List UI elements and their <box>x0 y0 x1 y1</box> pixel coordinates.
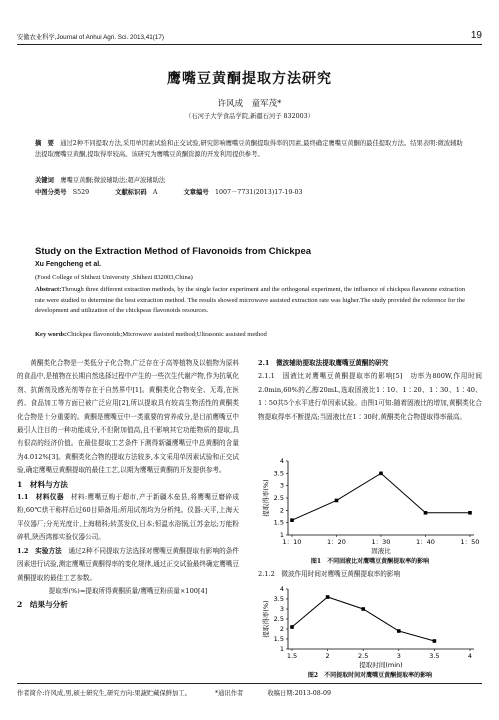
x-tick-label: 3.5 <box>429 652 440 660</box>
x-axis-label: 固液比 <box>371 547 391 555</box>
section-1-2-heading: 1.2 实验方法 <box>17 546 62 555</box>
clc-label: 中图分类号 <box>35 189 67 196</box>
figure-1-chart <box>258 455 482 555</box>
section-2-1-heading: 2.1 微波辅助提取法提取鹰嘴豆黄酮的研究 <box>258 359 389 367</box>
journal-citation: 安徽农业科学,Journal of Anhui Agri. Sci. 2013,41(17) <box>17 34 164 41</box>
english-abstract-text: Through three different extraction methods, by the single factor experiment and the orthogonal experiment, the influence of chickpea flavanone extraction rate were studied to determine the best extraction method. The results showed microwave assisted extraction rate was higher.The study provided the reference for the development and utilization of the chickpeas flavonoids resources. <box>35 286 465 314</box>
x-tick-label: 1.5 <box>286 652 298 660</box>
y-tick-label: 3 <box>279 481 284 490</box>
english-keywords <box>35 330 465 341</box>
y-tick-label: 4 <box>279 585 284 593</box>
y-tick-label: 4 <box>279 457 284 465</box>
y-tick-label: 2 <box>279 625 284 633</box>
figure-2-chart <box>258 583 482 669</box>
data-point <box>397 629 401 633</box>
keywords-cn <box>35 175 465 186</box>
y-tick-label: 3 <box>279 605 284 613</box>
affiliation: （石河子大学食品学院,新疆石河子 832003） <box>185 113 314 120</box>
x-tick-label: 1：40 <box>416 538 435 546</box>
received-date: 收稿日期:2013-08-09 <box>267 690 331 697</box>
data-point <box>433 639 437 643</box>
english-title: Study on the Extraction Method of Flavonoids from Chickpea <box>35 246 312 257</box>
section-1-heading: 1 材料与方法 <box>17 479 68 489</box>
x-tick-label: 1：50 <box>460 538 480 546</box>
formula: 提取率(%)=提取所得黄酮质量/鹰嘴豆粉质量×100[4] <box>48 586 208 595</box>
abstract-text: 通过2种不同提取方法,采用单因素试验和正交试验,研究影响鹰嘴豆黄酮提取得率的因素,最终确定鹰嘴豆黄酮的最佳提取方法。结果表明:微波辅助法提取鹰嘴豆黄酮,提取得率较高。该研究为鹰嘴豆黄酮资源的开发利用提供参考。 <box>35 140 463 158</box>
y-tick-label: 1.5 <box>273 518 284 527</box>
y-tick-label: 1.5 <box>273 635 284 643</box>
data-point <box>361 607 365 611</box>
article-no-label: 文章编号 <box>183 189 209 196</box>
data-point <box>290 518 294 522</box>
y-tick-label: 2.5 <box>273 615 284 623</box>
english-abstract <box>35 285 465 317</box>
section-2-heading: 2 结果与分析 <box>17 600 68 610</box>
figure-2-caption: 图2 不同提取时间对鹰嘴豆黄酮提取率的影响 <box>307 672 433 679</box>
x-axis-label: 提取时间(min) <box>359 661 403 669</box>
left-column <box>17 357 239 612</box>
clc-value: S529 <box>72 189 90 196</box>
data-point <box>379 472 383 476</box>
y-axis-label: 提取得率(%) <box>262 600 270 638</box>
english-affiliation: (Food College of Shihezi University ,Shihezi 832003,China) <box>35 274 193 281</box>
y-tick-label: 2 <box>279 506 284 515</box>
section-1-1-heading: 1.1 材料仪器 <box>17 493 64 502</box>
abstract-label: 摘 要 <box>35 140 54 147</box>
data-point <box>468 511 472 515</box>
doc-code-value: A <box>152 189 158 196</box>
classification-line <box>35 187 465 198</box>
section-2-1-1-text: 2.1.1 固液比对鹰嘴豆黄酮提取率的影响[5] 功率为800W,作用时间2.0min,60%的乙醇20mL,选取固液比1∶10、1∶20、1∶30、1∶40、1∶50共5个水平进行单因素试验。由图1可知:随着固液比的增加,黄酮类化合物提取得率不断提高;当固液比在1∶30时,黄酮类化合物提取得率最高。 <box>258 372 482 421</box>
section-2-1-2-heading: 2.1.2 微波作用时间对鹰嘴豆黄酮提取率的影响 <box>258 570 401 578</box>
x-tick-label: 2.5 <box>358 652 369 660</box>
y-tick-label: 1 <box>279 645 284 653</box>
y-tick-label: 3.5 <box>273 469 284 478</box>
x-tick-label: 4 <box>467 652 473 660</box>
figure-1-caption: 图1 不同固液比对鹰嘴豆黄酮提取率的影响 <box>310 558 430 565</box>
english-authors: Xu Fengcheng et al. <box>35 261 102 268</box>
data-point <box>424 511 428 515</box>
y-tick-label: 3.5 <box>273 595 284 603</box>
y-tick-label: 2.5 <box>273 494 284 502</box>
y-axis-label: 提取得率(%) <box>262 479 270 517</box>
x-tick-label: 1：10 <box>282 538 302 546</box>
article-no-value: 1007－7731(2013)17-19-03 <box>214 189 303 196</box>
english-abstract-label: Abstract: <box>35 286 62 293</box>
keywords-label: 关键词 <box>35 177 54 184</box>
intro-paragraph: 黄酮类化合物是一类低分子化合物,广泛存在于高等植物及以植物为原料的食品中,是植物在长期自然选择过程中产生的一些次生代谢产物,作为抗氧化剂、抗菌剂及感光剂等存在于自然界中[1]。黄酮类化合物安全、无毒,在医药、食品加工等方面已被广泛应用[2],所以提取具有较高生物活性的黄酮类化合物是十分重要的。黄酮是鹰嘴豆中一类重要的营养成分,是目前鹰嘴豆中最引人注目的一种功能成分,不但附加值高,且不影响其它功能物质的提取,具有很高的经济价值。在最佳提取工艺条件下测得新疆鹰嘴豆中总黄酮的含量为4.012%[3]。黄酮类化合物的提取方法较多,本文采用单因素试验和正交试验,确定鹰嘴豆黄酮提取的最佳工艺,以期为鹰嘴豆黄酮的开发提供参考。 <box>17 359 239 475</box>
series-line <box>292 473 470 520</box>
author-bio: 作者简介:许风成,男,硕士研究生,研究方向:果蔬贮藏保鲜加工。 <box>17 690 191 697</box>
keywords-text: 鹰嘴豆黄酮;微波辅助法;超声波辅助法 <box>60 177 166 184</box>
doc-code-label: 文献标识码 <box>115 189 147 196</box>
y-tick-label: 1 <box>279 531 284 539</box>
page-number: 19 <box>470 30 482 41</box>
section-1-1 <box>17 491 239 545</box>
x-tick-label: 2 <box>325 652 330 660</box>
paper-title: 鹰嘴豆黄酮提取方法研究 <box>167 71 332 87</box>
english-keywords-label: Key words: <box>35 331 67 338</box>
footer <box>17 683 482 697</box>
data-point <box>290 625 294 629</box>
section-1-1-text: 材料:鹰嘴豆购于超市,产于新疆木垒县,将鹰嘴豆磨碎成粉,60℃烘干称样后过60目筛备用;所用试剂均为分析纯。仪器:天平,上海天平仪器厂;分光光度计,上海精科;转蒸发仪,日本;恒温水浴锅,江苏金坛;万能粉碎机,陕西鸿都实验仪器公司。 <box>17 493 239 542</box>
abstract-cn <box>35 138 465 160</box>
running-header <box>17 30 482 45</box>
data-point <box>335 499 339 503</box>
authors: 许风成 童军茂* <box>217 99 282 109</box>
series-line <box>292 597 434 641</box>
x-tick-label: 1：20 <box>327 538 346 546</box>
section-1-2-text: 通过2种不同提取方法选择对鹰嘴豆黄酮提取有影响的条件因素进行试验,测定鹰嘴豆黄酮得率的变化规律,通过正交试验最终确定鹰嘴豆黄酮提取的最佳工艺参数。 <box>17 546 239 582</box>
corresponding-note: *通讯作者 <box>214 690 244 697</box>
english-keywords-text: Chickpea flavonoids;Microwave assisted method;Ultrasonic assisted method <box>66 331 267 338</box>
section-1-2 <box>17 545 239 585</box>
data-point <box>326 595 330 599</box>
right-column-text <box>258 357 482 424</box>
x-tick-label: 3 <box>396 652 401 660</box>
x-tick-label: 1：30 <box>371 538 391 546</box>
